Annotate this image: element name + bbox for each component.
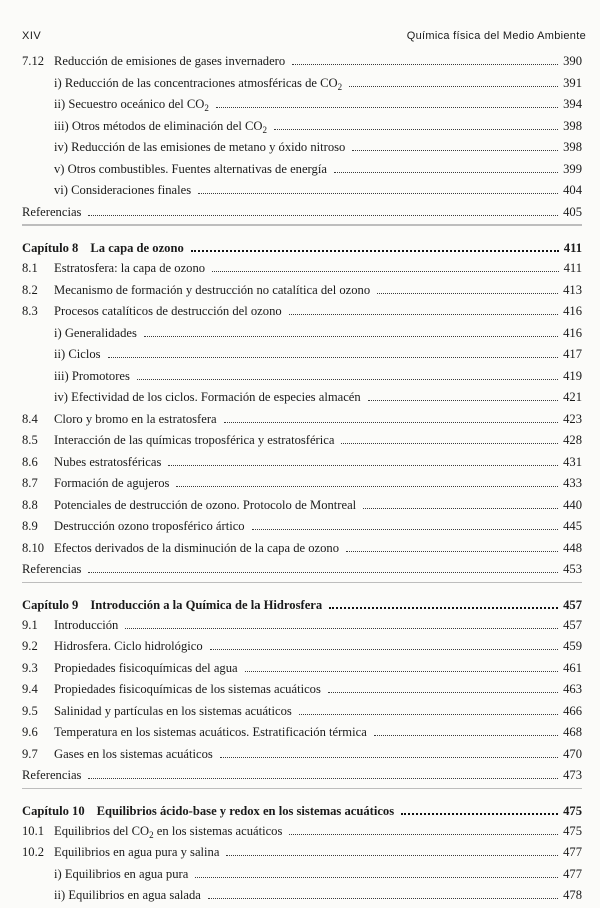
entry-number: 7.12 [22,54,45,68]
entry-title: Propiedades fisicoquímicas del agua [54,660,238,675]
entry-title: iv) Reducción de las emisiones de metano y óxido nitroso [54,140,346,154]
entry-title: i) Equilibrios en agua pura [54,866,189,881]
dot-leader [245,659,559,672]
dot-leader [88,560,558,573]
entry-title: Introducción [54,617,119,632]
references-entry[interactable] [22,203,582,225]
dot-leader [144,324,558,337]
toc-entry[interactable] [22,539,582,561]
toc-subentry[interactable] [22,324,582,346]
entry-title: Temperatura en los sistemas acuáticos. Estratificación térmica [54,725,367,739]
toc-entry[interactable] [22,281,582,303]
entry-number: 8.6 [22,454,38,469]
entry-title: v) Otros combustibles. Fuentes alternativas de energía [54,161,327,176]
page-ref: 398 [563,140,582,154]
dot-leader [208,886,558,899]
toc-subentry[interactable] [22,345,582,367]
page-ref: 477 [563,845,582,859]
running-title: Química física del Medio Ambiente [406,30,586,42]
entry-number: 9.1 [22,617,38,632]
entry-title: vi) Consideraciones finales [54,183,192,197]
toc-entry[interactable] [22,702,582,724]
page-ref: 477 [563,866,582,881]
entry-title: Referencias [22,562,82,576]
toc-subentry[interactable] [22,388,582,410]
dot-leader [374,723,558,736]
page-ref: 399 [563,161,582,176]
dot-leader [210,637,558,650]
toc-subentry[interactable] [22,160,582,182]
toc-subentry[interactable] [22,181,582,203]
entry-title: Estratosfera: la capa de ozono [54,261,206,275]
dot-leader [88,203,558,216]
chapter-heading[interactable] [22,801,582,822]
entry-title: Potenciales de destrucción de ozono. Protocolo de Montreal [54,497,357,512]
entry-title: Reducción de emisiones de gases invernadero [54,54,286,68]
entry-title: Propiedades fisicoquímicas de los sistemas acuáticos [54,682,321,696]
toc-entry[interactable] [22,431,582,453]
entry-number: 10.1 [22,823,45,838]
page-ref: 416 [563,325,582,340]
toc-entry[interactable] [22,745,582,767]
dot-leader [125,616,558,629]
dot-leader [299,702,558,715]
entry-title: ii) Secuestro oceánico del $CO_2$ [54,97,209,113]
entry-number: 8.10 [22,540,45,555]
chapter-title: Introducción a la Química de la Hidrosfera [90,597,323,612]
entry-number: 9.5 [22,703,38,718]
dot-leader [198,181,558,194]
page-ref: 421 [563,390,582,404]
toc-entry[interactable] [22,616,582,638]
entry-number: 8.8 [22,497,38,512]
entry-title: Equilibrios del $CO_2$ en los sistemas acuáticos [54,823,283,840]
dot-leader [212,259,559,272]
entry-number: 9.7 [22,746,38,761]
dot-leader [346,539,558,552]
entry-number: 8.7 [22,476,38,490]
page-ref: 466 [563,703,582,718]
page-ref: 445 [563,519,582,533]
dot-leader [289,822,558,835]
toc-subentry[interactable] [22,95,582,117]
page-ref: 431 [563,454,582,469]
entry-title: Procesos catalíticos de destrucción del ozono [54,304,282,318]
entry-title: Referencias [22,204,82,219]
chapter-title: La capa de ozono [90,241,184,255]
dot-leader [224,410,558,423]
subscript: 2 [149,829,154,840]
dot-leader [368,388,558,401]
page-ref: 398 [563,118,582,133]
dot-leader [377,281,558,294]
entry-title: i) Reducción de las concentraciones atmosféricas de $CO_2$ [54,75,343,92]
page-number: XIV [22,30,42,42]
page-ref: 428 [563,433,582,447]
chapter-heading[interactable] [22,595,582,616]
toc-subentry[interactable] [22,865,582,887]
page-ref: 413 [563,282,582,297]
entry-title: Interacción de las químicas troposférica y estratosférica [54,433,335,447]
dot-leader [191,238,559,252]
page-ref: 478 [563,888,582,902]
toc-subentry[interactable] [22,886,582,908]
entry-number: 9.2 [22,639,38,653]
toc-subentry[interactable] [22,367,582,389]
dot-leader [220,745,558,758]
page-ref: 404 [563,183,582,197]
dot-leader [108,345,559,358]
toc-entry[interactable] [22,517,582,539]
toc-subentry[interactable] [22,74,582,96]
subscript: 2 [262,124,267,135]
page-ref: 459 [563,639,582,653]
entry-number: 9.3 [22,660,38,675]
dot-leader [137,367,558,380]
page-ref: 453 [563,562,582,576]
entry-number: 10.2 [22,845,45,859]
toc-subentry[interactable] [22,138,582,160]
entry-title: Cloro y bromo en la estratosfera [54,411,217,426]
section-divider [22,225,582,226]
dot-leader [334,160,558,173]
entry-title: Nubes estratosféricas [54,454,162,469]
toc-entry[interactable] [22,496,582,518]
dot-leader [349,74,558,87]
entry-number: 8.9 [22,519,38,533]
dot-leader [289,302,558,315]
toc-entry[interactable] [22,680,582,702]
page-ref: 417 [563,347,582,361]
toc-entry[interactable] [22,659,582,681]
toc-entry[interactable] [22,637,582,659]
entry-number: 8.3 [22,304,38,318]
entry-title: Formación de agujeros [54,476,170,490]
entry-number: 8.4 [22,411,38,426]
toc-subentry[interactable] [22,117,582,139]
running-header [22,30,586,46]
entry-number: 9.4 [22,682,38,696]
page-ref: 448 [563,540,582,555]
chapter-heading[interactable] [22,238,582,259]
page-ref: 457 [563,597,582,612]
chapter-title: Equilibrios ácido-base y redox en los sistemas acuáticos [96,803,395,818]
subscript: 2 [204,103,209,113]
page-ref: 416 [563,304,582,318]
page-ref: 463 [563,682,582,696]
page-ref: 394 [563,97,582,111]
dot-leader [226,843,558,856]
dot-leader [88,766,558,779]
entry-title: Hidrosfera. Ciclo hidrológico [54,639,203,653]
chapter-label: Capítulo 9 [22,597,79,612]
section-divider [22,582,582,583]
dot-leader [168,453,558,466]
entry-title: iv) Efectividad de los ciclos. Formación de especies almacén [54,390,361,404]
page-ref: 457 [563,617,582,632]
toc-entry[interactable] [22,453,582,475]
page-ref: 390 [563,54,582,68]
entry-title: Salinidad y partículas en los sistemas acuáticos [54,703,292,718]
dot-leader [292,52,558,65]
page-ref: 405 [563,204,582,219]
page-ref: 411 [563,261,582,275]
page-ref: 461 [563,660,582,675]
entry-number: 8.1 [22,261,38,275]
page-ref: 470 [563,746,582,761]
subscript: 2 [337,81,343,92]
page-ref: 475 [563,823,582,838]
entry-title: ii) Ciclos [54,347,101,361]
dot-leader [401,801,558,815]
toc-entry[interactable] [22,302,582,324]
chapter-label: Capítulo 8 [22,241,79,255]
toc-entry[interactable] [22,843,582,865]
entry-title: iii) Otros métodos de eliminación del $CO_2$ [54,118,267,135]
dot-leader [328,680,558,693]
dot-leader [363,496,558,509]
dot-leader [176,474,558,487]
toc-entry[interactable] [22,410,582,432]
entry-number: 9.6 [22,725,38,739]
entry-number: 8.5 [22,433,38,447]
entry-title: Referencias [22,768,82,782]
dot-leader [252,517,559,530]
page-ref: 475 [563,803,582,818]
entry-title: Mecanismo de formación y destrucción no catalítica del ozono [54,282,371,297]
entry-title: Efectos derivados de la disminución de la capa de ozono [54,540,340,555]
entry-title: Equilibrios en agua pura y salina [54,845,220,859]
dot-leader [274,117,558,130]
page-ref: 440 [563,497,582,512]
entry-title: Destrucción ozono troposférico ártico [54,519,245,533]
toc-entry[interactable] [22,259,582,281]
entry-title: Gases en los sistemas acuáticos [54,746,213,761]
references-entry[interactable] [22,560,582,582]
toc-entry[interactable] [22,52,582,74]
page-ref: 419 [563,368,582,383]
entry-title: iii) Promotores [54,368,130,383]
page-ref: 473 [563,768,582,782]
section-divider [22,788,582,789]
entry-title: ii) Equilibrios en agua salada [54,888,201,902]
dot-leader [352,138,558,151]
dot-leader [329,595,558,609]
dot-leader [341,431,558,444]
toc-entry[interactable] [22,822,582,844]
dot-leader [195,865,558,878]
references-entry[interactable] [22,766,582,788]
entry-title: i) Generalidades [54,325,137,340]
page-ref: 411 [563,241,582,255]
chapter-label: Capítulo 10 [22,803,85,818]
page-ref: 468 [563,725,582,739]
table-of-contents [22,52,582,908]
page-ref: 433 [563,476,582,490]
page-ref: 391 [563,75,582,90]
dot-leader [216,95,558,108]
toc-entry[interactable] [22,723,582,745]
toc-entry[interactable] [22,474,582,496]
page-ref: 423 [563,411,582,426]
entry-number: 8.2 [22,282,38,297]
